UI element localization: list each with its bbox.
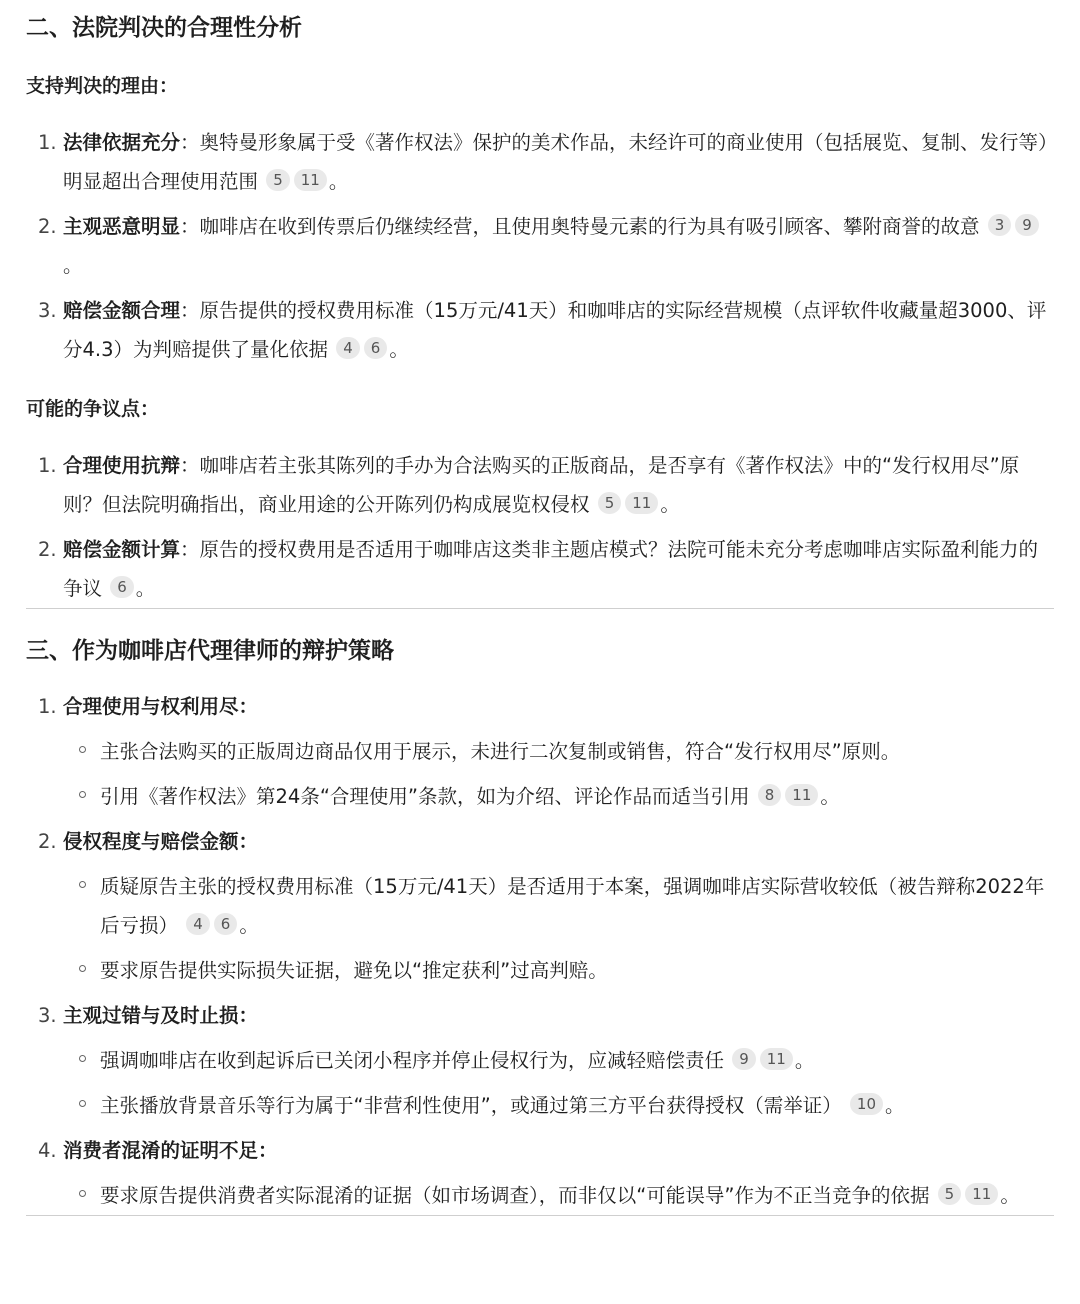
list-item: [26, 446, 1054, 524]
item-lead: 合理使用抗辩: [63, 454, 181, 477]
bullet-item: [63, 732, 1054, 771]
bullet-text: 引用《著作权法》第24条“合理使用”条款，如为介绍、评论作品而适当引用: [100, 785, 750, 808]
bullet-item: [63, 867, 1054, 945]
item-colon: ：: [180, 299, 200, 322]
bullet-item: [63, 1086, 1054, 1125]
bullet-circle-icon: [79, 881, 86, 888]
item-colon: ：: [258, 1139, 278, 1162]
bullet-list: [63, 867, 1054, 990]
item-end: 。: [660, 493, 680, 516]
citation-badge[interactable]: 8: [758, 784, 782, 806]
citation-badge[interactable]: 4: [186, 913, 210, 935]
citation-badge[interactable]: 9: [732, 1048, 756, 1070]
list-item: [26, 1131, 1054, 1215]
item-lead: 赔偿金额计算: [63, 538, 181, 561]
item-lead: 主观过错与及时止损: [63, 1004, 239, 1027]
section-2-title: 二、法院判决的合理性分析: [26, 15, 302, 41]
citation-badge[interactable]: 6: [364, 337, 388, 359]
list-item: [26, 822, 1054, 990]
citation-badge[interactable]: 11: [785, 784, 818, 806]
item-text: 奥特曼形象属于受《著作权法》保护的美术作品，未经许可的商业使用（包括展览、复制、发行等）明显超出合理使用范围: [63, 131, 1048, 193]
bullet-text: 主张合法购买的正版周边商品仅用于展示，未进行二次复制或销售，符合“发行权用尽”原则。: [100, 740, 901, 763]
citation-badge[interactable]: 3: [988, 214, 1012, 236]
bullet-text: 主张播放背景音乐等行为属于“非营利性使用”，或通过第三方平台获得授权（需举证）: [100, 1094, 842, 1117]
citation-badge[interactable]: 5: [938, 1183, 962, 1205]
citation-badge[interactable]: 4: [336, 337, 360, 359]
bullet-text: 要求原告提供消费者实际混淆的证据（如市场调查），而非仅以“可能误导”作为不正当竞争的依据: [100, 1184, 930, 1207]
bullet-item: [63, 1176, 1054, 1215]
list-number: 1.: [38, 695, 57, 718]
section-divider: [26, 1215, 1054, 1216]
bullet-circle-icon: [79, 1190, 86, 1197]
bullet-item: [63, 1041, 1054, 1080]
citation-badge[interactable]: 11: [625, 492, 658, 514]
item-lead: 侵权程度与赔偿金额: [63, 830, 239, 853]
item-colon: ：: [180, 215, 200, 238]
citation-badge[interactable]: 11: [760, 1048, 793, 1070]
item-colon: ：: [238, 1004, 259, 1027]
item-text: 原告提供的授权费用标准（15万元/41天）和咖啡店的实际经营规模（点评软件收藏量超3000、评分4.3）为判赔提供了量化依据: [63, 299, 1047, 361]
list-item: [26, 687, 1054, 816]
item-colon: ：: [180, 454, 200, 477]
list-number: 1.: [38, 454, 57, 477]
item-lead: 法律依据充分: [63, 131, 181, 154]
item-text: 咖啡店若主张其陈列的手办为合法购买的正版商品，是否享有《著作权法》中的“发行权用尽”原则？但法院明确指出，商业用途的公开陈列仍构成展览权侵权: [63, 454, 1020, 516]
citation-badge[interactable]: 9: [1015, 214, 1039, 236]
bullet-text: 质疑原告主张的授权费用标准（15万元/41天）是否适用于本案，强调咖啡店实际营收较低（被告辩称2022年后亏损）: [100, 875, 1045, 937]
item-end: 。: [239, 914, 259, 937]
bullet-circle-icon: [79, 965, 86, 972]
item-end: 。: [1000, 1184, 1020, 1207]
list-item: [26, 291, 1054, 369]
support-list: [26, 123, 1054, 369]
dispute-list: [26, 446, 1054, 608]
list-number: 1.: [38, 131, 57, 154]
dispute-heading: 可能的争议点：: [26, 398, 160, 420]
item-colon: ：: [180, 538, 200, 561]
list-item: [26, 996, 1054, 1125]
item-colon: ：: [238, 830, 259, 853]
list-number: 2.: [38, 215, 57, 238]
item-end: 。: [135, 577, 156, 600]
strategy-list: [26, 687, 1054, 1215]
bullet-item: [63, 777, 1054, 816]
item-lead: 主观恶意明显: [63, 215, 181, 238]
bullet-circle-icon: [79, 791, 86, 798]
item-lead: 合理使用与权利用尽: [63, 695, 239, 718]
citation-badge[interactable]: 6: [110, 576, 134, 598]
list-item: [26, 530, 1054, 608]
bullet-text: 要求原告提供实际损失证据，避免以“推定获利”过高判赔。: [100, 959, 608, 982]
citation-badge[interactable]: 10: [850, 1093, 883, 1115]
item-end: 。: [885, 1094, 905, 1117]
bullet-list: [63, 1176, 1054, 1215]
list-number: 2.: [38, 830, 57, 853]
section-3-title: 三、作为咖啡店代理律师的辩护策略: [26, 638, 394, 664]
item-end: 。: [328, 170, 349, 193]
citation-badge[interactable]: 5: [598, 492, 622, 514]
bullet-list: [63, 1041, 1054, 1125]
item-text: 原告的授权费用是否适用于咖啡店这类非主题店模式？法院可能未充分考虑咖啡店实际盈利能力的争议: [63, 538, 1039, 600]
bullet-text: 强调咖啡店在收到起诉后已关闭小程序并停止侵权行为，应减轻赔偿责任: [100, 1049, 725, 1072]
bullet-list: [63, 732, 1054, 816]
item-end: 。: [820, 785, 840, 808]
list-number: 2.: [38, 538, 57, 561]
list-item: [26, 123, 1054, 201]
citation-badge[interactable]: 11: [294, 169, 327, 191]
list-item: [26, 207, 1054, 285]
item-end: 。: [63, 254, 83, 277]
bullet-circle-icon: [79, 1100, 86, 1107]
item-colon: ：: [238, 695, 259, 718]
item-lead: 赔偿金额合理: [63, 299, 181, 322]
citation-badge[interactable]: 11: [965, 1183, 998, 1205]
list-number: 4.: [38, 1139, 57, 1162]
item-end: 。: [794, 1049, 815, 1072]
item-end: 。: [389, 338, 409, 361]
section-divider: [26, 608, 1054, 609]
support-heading: 支持判决的理由：: [26, 75, 179, 97]
bullet-item: [63, 951, 1054, 990]
citation-badge[interactable]: 5: [266, 169, 290, 191]
item-colon: ：: [180, 131, 200, 154]
item-lead: 消费者混淆的证明不足: [63, 1139, 259, 1162]
list-number: 3.: [38, 1004, 57, 1027]
bullet-circle-icon: [79, 746, 86, 753]
item-text: 咖啡店在收到传票后仍继续经营，且使用奥特曼元素的行为具有吸引顾客、攀附商誉的故意: [199, 215, 980, 238]
bullet-circle-icon: [79, 1055, 86, 1062]
citation-badge[interactable]: 6: [214, 913, 238, 935]
list-number: 3.: [38, 299, 57, 322]
